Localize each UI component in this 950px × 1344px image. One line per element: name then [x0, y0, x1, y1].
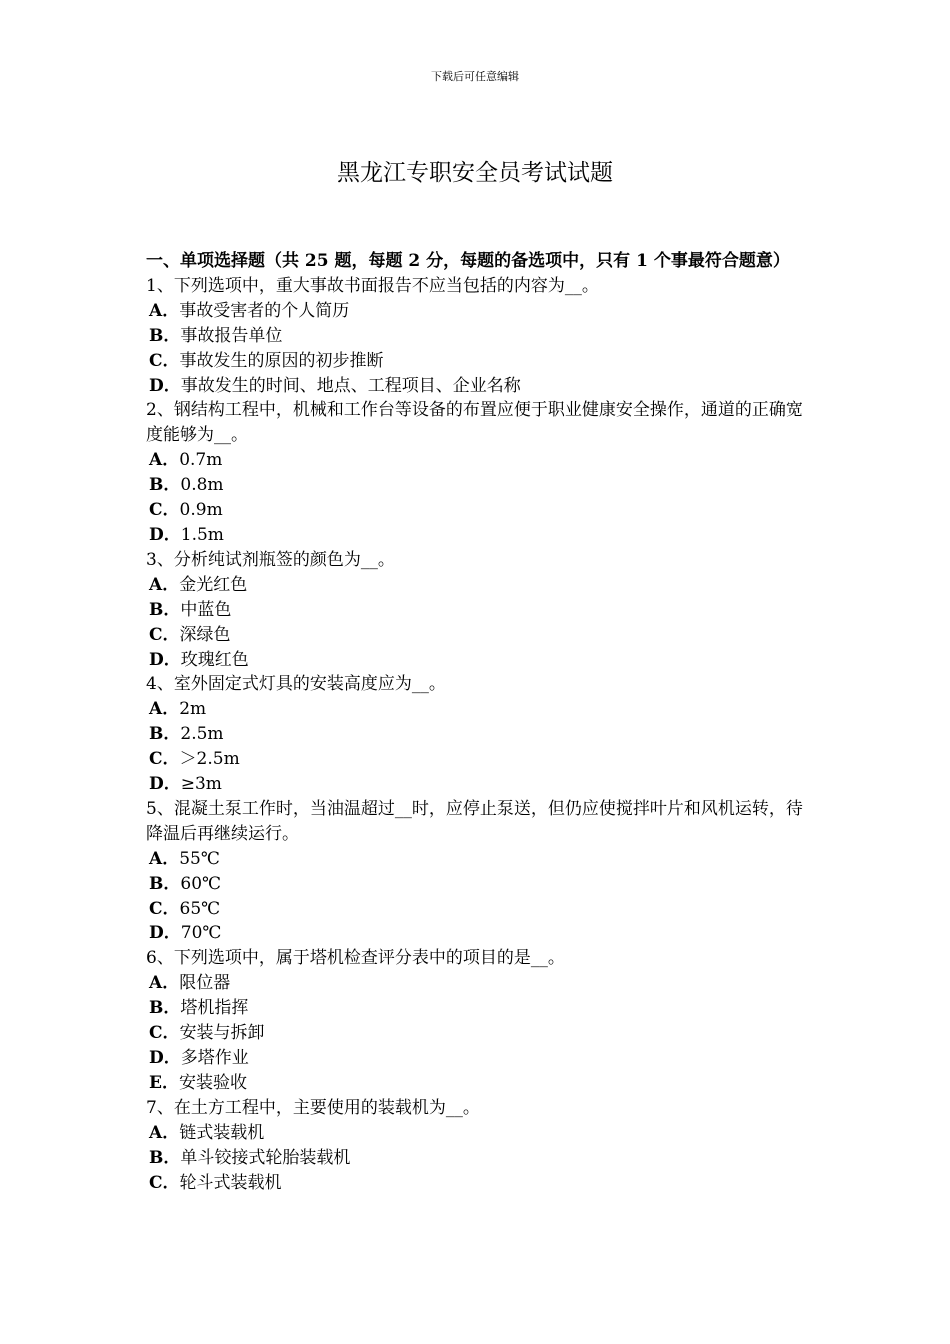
exam-content	[146, 249, 808, 1195]
option-text: 链式装载机	[179, 1122, 265, 1143]
option-text: 2.5m	[180, 724, 224, 745]
option-item	[146, 623, 808, 648]
option-text: 安装与拆卸	[179, 1023, 265, 1044]
option-text: 金光红色	[179, 574, 248, 595]
option-text: ≥3m	[180, 774, 222, 795]
option-letter: C．	[149, 1172, 180, 1193]
question-text: 5、混凝土泵工作时，当油温超过__时，应停止泵送，但仍应使搅拌叶片和风机运转，待降温后再继续运行。	[146, 798, 803, 844]
option-text: 65℃	[179, 898, 221, 919]
header-note: 下载后可任意编辑	[431, 70, 519, 83]
section-heading: 一、单项选择题（共 25 题，每题 2 分，每题的备选项中，只有 1 个事最符合题意）	[146, 251, 790, 271]
option-item	[146, 598, 808, 623]
option-item	[146, 897, 808, 922]
option-text: 事故受害者的个人简历	[179, 300, 350, 321]
option-letter: B．	[149, 998, 181, 1019]
option-text: 60℃	[180, 873, 222, 894]
question-1	[146, 274, 808, 399]
question-text: 7、在土方工程中，主要使用的装载机为__。	[146, 1097, 480, 1118]
option-letter: A．	[149, 300, 180, 321]
option-item	[146, 573, 808, 598]
option-text: 轮斗式装载机	[179, 1172, 282, 1193]
option-letter: C．	[149, 500, 180, 521]
option-letter: B．	[149, 873, 181, 894]
option-text: 中蓝色	[180, 599, 232, 620]
option-letter: D．	[149, 923, 181, 944]
option-item	[146, 996, 808, 1021]
option-letter: A．	[149, 699, 180, 720]
option-item	[146, 648, 808, 673]
option-text: 0.9m	[179, 500, 223, 521]
option-text: 塔机指挥	[180, 998, 249, 1019]
option-item	[146, 1171, 808, 1196]
option-item	[146, 299, 808, 324]
question-text: 2、钢结构工程中，机械和工作台等设备的布置应便于职业健康安全操作，通道的正确宽度能够为__。	[146, 400, 803, 446]
option-text: 0.7m	[179, 450, 223, 471]
option-letter: C．	[149, 1023, 180, 1044]
option-item	[146, 1046, 808, 1071]
question-text: 3、分析纯试剂瓶签的颜色为__。	[146, 549, 395, 570]
option-text: 事故发生的时间、地点、工程项目、企业名称	[180, 375, 521, 396]
option-item	[146, 697, 808, 722]
option-text: 55℃	[179, 848, 220, 869]
option-item	[146, 872, 808, 897]
option-item	[146, 747, 808, 772]
document-title: 黑龙江专职安全员考试试题	[337, 160, 613, 186]
question-3	[146, 548, 808, 673]
question-6	[146, 946, 808, 1095]
option-item	[146, 324, 808, 349]
option-letter: D．	[149, 649, 181, 670]
question-2	[146, 398, 808, 547]
option-item	[146, 448, 808, 473]
question-5	[146, 797, 808, 946]
option-item	[146, 722, 808, 747]
option-item	[146, 772, 808, 797]
option-letter: E．	[149, 1072, 179, 1093]
option-text: 70℃	[180, 923, 222, 944]
option-letter: B．	[149, 724, 181, 745]
option-letter: D．	[149, 375, 181, 396]
option-letter: C．	[149, 749, 180, 770]
option-letter: A．	[149, 574, 180, 595]
option-item	[146, 1121, 808, 1146]
question-4	[146, 672, 808, 797]
option-letter: B．	[149, 475, 181, 496]
option-text: 玫瑰红色	[180, 649, 249, 670]
option-text: 1.5m	[180, 524, 224, 545]
option-text: 深绿色	[179, 624, 231, 645]
question-list	[146, 274, 808, 1196]
option-item	[146, 971, 808, 996]
option-item	[146, 473, 808, 498]
option-text: 安装验收	[178, 1072, 247, 1093]
option-letter: B．	[149, 599, 181, 620]
option-item	[146, 1021, 808, 1046]
option-letter: B．	[149, 325, 181, 346]
option-letter: A．	[149, 973, 180, 994]
question-text: 4、室外固定式灯具的安装高度应为__。	[146, 674, 446, 695]
option-letter: C．	[149, 350, 180, 371]
option-item	[146, 498, 808, 523]
question-text: 6、下列选项中，属于塔机检查评分表中的项目的是__。	[146, 948, 565, 969]
option-item	[146, 523, 808, 548]
option-letter: A．	[149, 450, 180, 471]
option-text: 单斗铰接式轮胎装载机	[180, 1147, 351, 1168]
option-letter: C．	[149, 898, 180, 919]
option-text: ＞2.5m	[179, 749, 240, 770]
option-text: 0.8m	[180, 475, 224, 496]
option-letter: A．	[149, 848, 180, 869]
option-text: 限位器	[179, 973, 231, 994]
question-7	[146, 1096, 808, 1196]
option-text: 事故发生的原因的初步推断	[179, 350, 384, 371]
option-letter: B．	[149, 1147, 181, 1168]
option-text: 2m	[179, 699, 207, 720]
option-letter: D．	[149, 1048, 181, 1068]
option-item	[146, 374, 808, 399]
question-text: 1、下列选项中，重大事故书面报告不应当包括的内容为__。	[146, 275, 599, 296]
option-text: 事故报告单位	[180, 325, 283, 346]
option-item	[146, 921, 808, 946]
option-item	[146, 847, 808, 872]
option-item	[146, 1146, 808, 1171]
option-letter: D．	[149, 524, 181, 545]
option-letter: D．	[149, 774, 181, 795]
option-item	[146, 349, 808, 374]
option-letter: C．	[149, 624, 180, 645]
option-text: 多塔作业	[180, 1048, 249, 1068]
option-letter: A．	[149, 1122, 180, 1143]
option-item	[146, 1071, 808, 1096]
